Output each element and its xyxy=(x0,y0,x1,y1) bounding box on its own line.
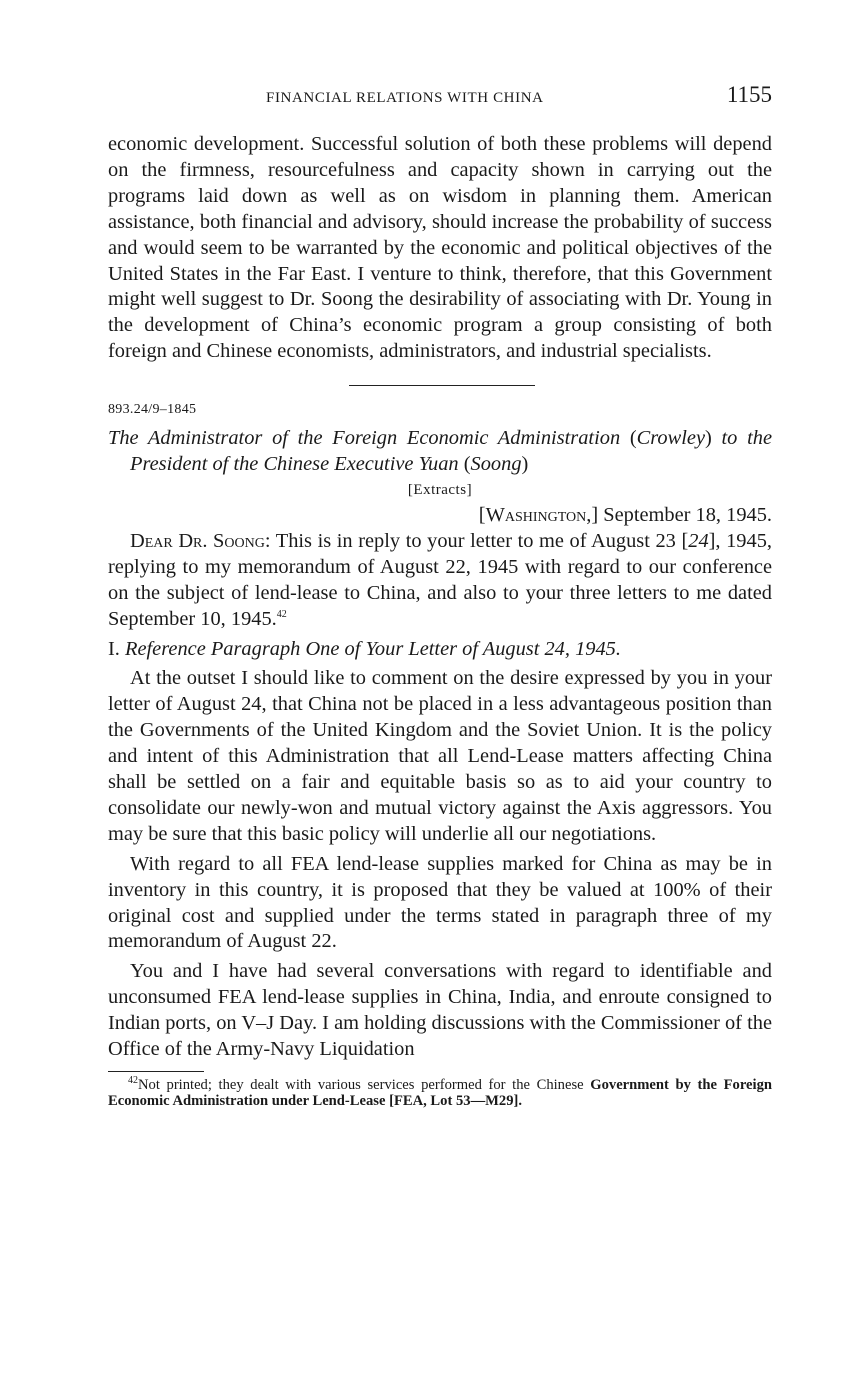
footnote-text: Not printed; they dealt with various services performed for the Chinese xyxy=(138,1077,591,1093)
footnote-divider xyxy=(108,1071,204,1072)
footnote-reference: 42 xyxy=(276,608,287,620)
opening-text-1: This is in reply to your letter to me of August 23 [ xyxy=(270,529,689,552)
body-paragraph: You and I have had several conversations with regard to identifiable and unconsumed FEA lend-lease supplies in China, India, and enroute consigned to Indian ports, on V–J Day. I am holding discussions with the Commissioner of the Office of the Army-Navy Liquidation xyxy=(108,960,772,1061)
footnote-marker: 42 xyxy=(128,1075,138,1087)
body-paragraph: At the outset I should like to comment on the desire expressed by you in your letter of August 24, that China not be placed in a less advantageous position than the Governments of the United Kingdom and the Soviet Union. It is the policy and intent of this Administration that all Lend-Lease matters affecting China shall be settled on a fair and equitable basis so as to aid your country to consolidate our newly-won and mutual victory against the Axis aggressors. You may be sure that this basic policy will underlie all our negotiations. xyxy=(108,667,772,845)
page-number: 1155 xyxy=(726,82,772,107)
salutation: Dear Dr. Soong: xyxy=(130,529,271,552)
opening-paragraph xyxy=(108,529,772,633)
dateline xyxy=(108,503,772,529)
footnote xyxy=(108,1075,773,1109)
opening-text-italic: 24 xyxy=(688,529,709,552)
heading-soong: Soong xyxy=(470,453,522,476)
section-divider xyxy=(349,385,535,386)
dateline-place: [Washington,] xyxy=(478,503,599,526)
heading-paren-close-2: ) xyxy=(521,453,529,476)
document-heading xyxy=(108,426,772,478)
heading-crowley: Crowley xyxy=(636,427,705,450)
running-head xyxy=(108,82,772,122)
running-title: FINANCIAL RELATIONS WITH CHINA xyxy=(266,90,544,106)
body-paragraph: With regard to all FEA lend-lease supplies marked for China as may be in inventory in this country, it is proposed that they be valued at 100% of their original cost and supplied under the terms stated in paragraph three of my memorandum of August 22. xyxy=(108,852,772,953)
heading-paren-close: ) xyxy=(705,427,712,450)
heading-part1: The Administrator of the Foreign Economic Administration xyxy=(108,427,630,450)
footnote-text-bold: Government by the Foreign Economic Administration under Lend-Lease [FEA, Lot 53—M29]. xyxy=(108,1077,773,1109)
continuation-paragraph: economic development. Successful solution of both these problems will depend on the firmness, resourcefulness and capacity shown in carrying out the programs laid down as well as on wisdom in planning them. American assistance, both financial and advisory, should increase the probability of success and would seem to be warranted by the economic and political objectives of the United States in the Far East. I venture to think, therefore, that this Government might well suggest to Dr. Soong the desirability of associating with Dr. Young in the development of China’s economic program a group consisting of both foreign and Chinese economists, administrators, and industrial specialists. xyxy=(108,133,772,363)
section-number: I. xyxy=(108,637,125,660)
section-title: Reference Paragraph One of Your Letter of August 24, 1945. xyxy=(125,637,621,660)
file-number: 893.24/9–1845 xyxy=(108,402,197,418)
heading-part2: to the President of the Chinese Executive Yuan xyxy=(130,427,772,476)
heading-paren-open: ( xyxy=(629,427,637,450)
opening-text-2: ], 1945, replying to my memorandum of August 22, 1945 with regard to our conference on the subject of lend-lease to China, and also to your three letters to me dated September 10, 1945. xyxy=(108,529,772,630)
extracts-label: [Extracts] xyxy=(407,481,473,498)
heading-paren-open-2: ( xyxy=(463,453,471,476)
page xyxy=(108,82,772,1124)
section-heading xyxy=(108,637,772,663)
dateline-date: September 18, 1945. xyxy=(598,503,772,526)
